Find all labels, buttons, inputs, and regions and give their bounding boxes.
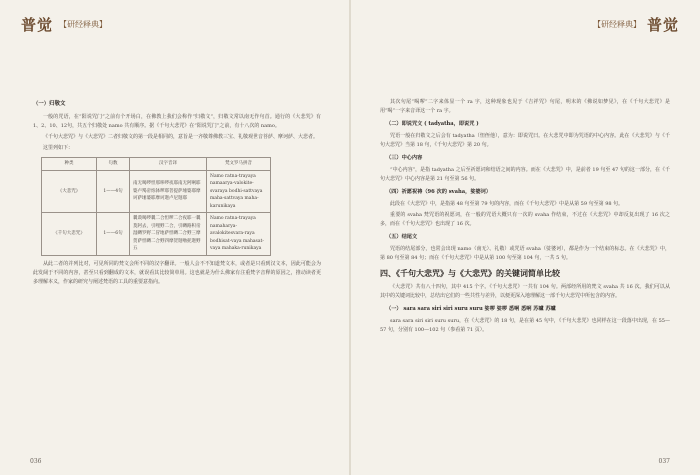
cell-hanzi: 南无喝啰怛那哆啰夜耶南无阿唎耶婆卢羯帝烁钵啰耶菩提萨埵婆耶摩诃萨埵婆耶摩诃迦卢尼迦耶 bbox=[130, 170, 207, 213]
comparison-table bbox=[41, 157, 271, 256]
cell-roman: Namo ratna-trayaya namaarya-valokite-svaraya bodhi-sattvaya maha-sattvaya maha-karunikaya bbox=[207, 170, 271, 213]
paragraph: 《大悲咒》共有八十四句，其中 415 个字。《千句大悲咒》一共有 104 句。两部经所用的梵文 svaha 共 16 次。我们可以从其中的关键词比较中，总结出它们的一些共性与差异，以便更深入地理解这一部千句大悲咒中所包含的内容。 bbox=[380, 284, 670, 299]
subheading: （二）即说咒文 ( tadyatha，即说咒 ) bbox=[386, 121, 479, 127]
col-header-type: 种类 bbox=[42, 158, 97, 171]
paragraph: “中心内容”，是指 tadyatha 之后至祈愿词和结语之间的内容。而在《大悲咒》中，是前者 19 句至 47 句的这一部分，在《千句大悲咒》中心内容是第 21 句至第 56 句。 bbox=[380, 167, 670, 182]
cell-roman: Namo ratna-trayaya namaharya-avalokitesvara-raya bodhisat-vaya mahasat-vaya mahaka-runikaya bbox=[207, 213, 271, 256]
left-header bbox=[21, 14, 107, 35]
right-header bbox=[593, 14, 679, 35]
right-page bbox=[350, 0, 700, 475]
paragraph: 咒语的结尾部分，也常会出现 namo（南无）、礼敬）或咒语 svaha（娑婆诃），都是作为一个结束的标志。在《大悲咒》中，第 80 句至第 84 句；而在《千句大悲咒》中是从第 100 句至第 104 句，一共 5 句。 bbox=[380, 246, 670, 261]
table-header-row bbox=[42, 158, 271, 171]
col-header-count: 句数 bbox=[97, 158, 130, 171]
section-tag: 【研经释典】 bbox=[592, 20, 641, 29]
subheading: （一） sara sara siri siri suru suru 娑啰 娑啰 悉唎 悉唎 苏嚧 苏嚧 bbox=[386, 306, 556, 312]
cell-type: 《千句大悲咒》 bbox=[42, 213, 97, 256]
paragraph: 这里列如下： bbox=[43, 145, 74, 151]
paragraph: 《千句大悲咒》与《大悲咒》二者归敬文的第一段是相同的，意旨是一齐敬尊佛教三宝、礼敬观世音菩萨、摩诃萨、大悲者。 bbox=[43, 134, 319, 140]
section-title: 四、《千句大悲咒》与《大悲咒》的关键词简单比较 bbox=[380, 268, 560, 278]
subheading: （五）结尾文 bbox=[386, 234, 418, 240]
cell-type: 《大悲咒》 bbox=[42, 170, 97, 213]
section-tag: 【研经释典】 bbox=[59, 20, 108, 29]
paragraph: 其次句尾“喝啰”二字来体显一个 ra 字，这种现象也见于《吉祥咒》句尾，明末的《佛说如梦见》，在《千句大悲咒》是用“喝”一字来音译这一个 ra 字。 bbox=[380, 99, 670, 114]
col-header-hanzi: 汉字音译 bbox=[130, 158, 207, 171]
subheading: （三）中心内容 bbox=[386, 155, 423, 161]
heading-invocation: （一）归敬文 bbox=[33, 101, 66, 107]
cell-count: 1——6句 bbox=[97, 213, 130, 256]
page-number-left: 036 bbox=[30, 458, 42, 465]
cell-count: 1——4句 bbox=[97, 170, 130, 213]
paragraph: 此段在《大悲咒》中，是指第 48 句至第 79 句的内容，而在《千句大悲咒》中是从第 59 句至第 98 句。 bbox=[390, 201, 624, 207]
left-content bbox=[33, 98, 321, 289]
cell-hanzi: 曩谟喝啰曩二合怛啰二合夜耶一曩莫阿去，引哩野二合，引嚩路积帝湿嚩罗野二冒地萨怛嚩二合野三摩贺萨怛嚩二合野四摩贺迦嚕抳迦野五 bbox=[130, 213, 207, 256]
brand-logo: 普觉 bbox=[646, 16, 679, 34]
right-content bbox=[380, 98, 670, 337]
paragraph: 从此二者的并列比对，可见所同的梵文会所不同的汉字翻译。一般人会不不知道梵文本，或者是只看到汉文本，因此可能会为此发阔于不同的内容，甚至只看到翻成的文本，就误看其比较简单用。这也就是为什么佛家有注重梵字音释的原因之，推动读者更多理解本义，作家的研究与阐述梵语的工具的重要意指向。 bbox=[33, 260, 321, 285]
paragraph: sara sara siri siri suru suru，在《大悲咒》的 18 句，是在第 45 句中，《千句大悲咒》也同样在这一段落中出现，在 55—57 句，分别有 100—102 句（参看第 71 页）。 bbox=[380, 318, 670, 333]
col-header-roman: 梵文罗马拼音 bbox=[207, 158, 271, 171]
page-number-right: 037 bbox=[658, 458, 670, 465]
brand-logo: 普觉 bbox=[21, 16, 54, 34]
paragraph: 一般的咒语，在“阳说咒门”之前有个开场白，在佛教上我们会称作“归敬文”，归敬文常以南无作句首。通行的《大悲咒》有1、2、10、12句，共五个归敬处 namo 共有顺序。据《千句大悲咒》在“阳说咒门”之前，有十八次的 namo。 bbox=[33, 114, 321, 129]
paragraph: 咒语一般在归敬文之后会有 tadyatha（怛侄他），意为：即说咒曰。在大悲咒中即为咒语的中心内容。此在《大悲咒》与《千句大悲咒》当第 18 句，《千句大悲咒》第 20 句。 bbox=[380, 133, 670, 148]
table-row bbox=[42, 170, 271, 213]
table-row bbox=[42, 213, 271, 256]
subheading: （四）祈愿祝祷（96 次的 svaha，娑婆诃） bbox=[386, 189, 492, 195]
paragraph: 重要的 svaha 梵咒语的祝愿词，在一般的咒语大概只有一次的 svaha 作结束，不过在《大悲咒》中却反复出现了 16 次之多，而在《千句大悲咒》也出现了 16 次。 bbox=[380, 212, 670, 227]
